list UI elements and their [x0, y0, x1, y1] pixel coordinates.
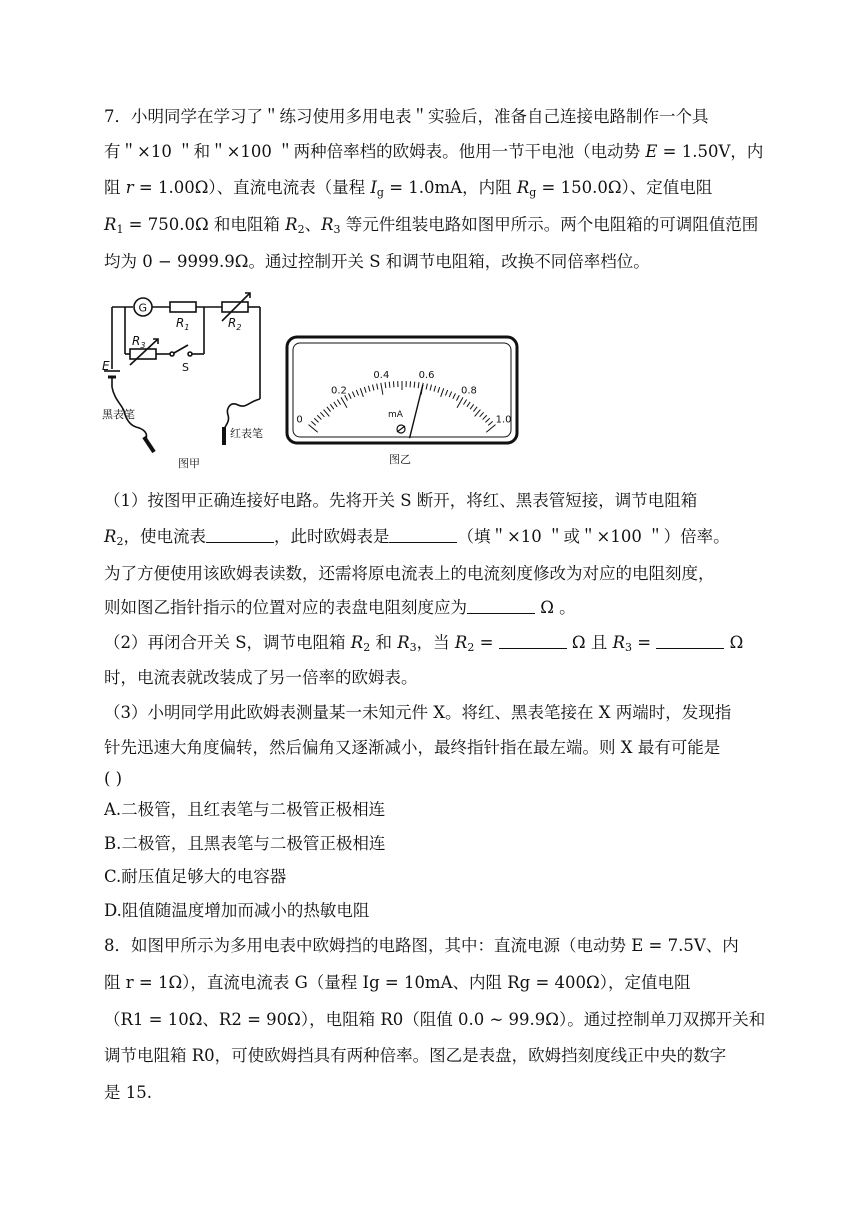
meter-tick — [314, 418, 318, 422]
meter-tick-label: 0.8 — [461, 385, 477, 397]
meter-tick — [441, 388, 444, 396]
figure-meter — [285, 335, 520, 475]
q7-line-5: 均为 0 − 9999.9Ω。通过控制开关 S 和调节电阻箱，改换不同倍率档位。 — [104, 252, 650, 271]
meter-tick — [456, 395, 459, 400]
q7-part1-line-4: 则如图乙指针指示的位置对应的表盘电阻刻度应为 Ω 。 — [104, 598, 576, 617]
meter-tick — [453, 393, 456, 398]
meter-tick — [317, 415, 321, 419]
q7-part3-line-1: （3）小明同学用此欧姆表测量某一未知元件 X。将红、黑表笔接在 X 两端时，发现指 — [104, 703, 732, 722]
q7-part2-line-1: （2）再闭合开关 S，调节电阻箱 $R_2$ 和 $R_3$，当 $R_2 = \Omega$ 且 $R_3 = \Omega$ — [104, 633, 744, 654]
meter-tick — [327, 407, 331, 412]
answer-blank-5[interactable] — [656, 633, 724, 649]
meter-tick — [426, 384, 427, 390]
svg-text:R1: $R_1$ — [176, 316, 190, 332]
meter-tick — [483, 415, 487, 419]
meter-tick — [372, 385, 373, 391]
meter-tick — [470, 404, 474, 409]
black-probe-label: 黑表笔 — [102, 408, 135, 421]
option-a[interactable]: A.二极管，且红表笔与二极管正极相连 — [104, 800, 386, 819]
answer-blank-3[interactable] — [467, 598, 535, 614]
svg-text:R3: $R_3$ — [132, 334, 146, 350]
meter-tick — [467, 402, 470, 407]
q7-part1-line-1: （1）按图甲正确连接好电路。先将开关 S 断开，将红、黑表管短接，调节电阻箱 — [104, 491, 698, 510]
q8-line-2: 阻 r = 1Ω），直流电流表 G（量程 Ig = 10mA、内阻 Rg = 400Ω），定值电阻 — [104, 973, 691, 992]
answer-blank-4[interactable] — [499, 633, 567, 649]
meter-tick-label: 0.4 — [373, 369, 390, 381]
meter-tick-label: 0.6 — [418, 369, 435, 381]
meter-tick — [349, 393, 352, 398]
q8-line-5: 是 15. — [104, 1083, 152, 1102]
meter-needle — [410, 385, 423, 438]
caption-jia: 图甲 — [178, 457, 200, 470]
red-probe-label: 红表笔 — [230, 427, 263, 440]
q8-line-4: 调节电阻箱 R0，可使欧姆挡具有两种倍率。图乙是表盘，欧姆挡刻度线正中央的数字 — [104, 1046, 727, 1065]
meter-tick — [449, 392, 451, 397]
meter-tick — [480, 412, 484, 416]
q8-line-1: 8．如图甲所示为多用电表中欧姆挡的电路图，其中：直流电源（电动势 E = 7.5V、内 — [104, 936, 739, 955]
meter-tick — [385, 382, 386, 388]
meter-tick — [309, 425, 318, 433]
q7-part1-line-3: 为了方便使用该欧姆表读数，还需将原电流表上的电流刻度修改为对应的电阻刻度， — [104, 564, 715, 583]
meter-tick — [320, 412, 324, 416]
meter-tick — [352, 392, 354, 397]
meter-tick — [389, 382, 390, 388]
answer-blank-2[interactable] — [389, 527, 457, 543]
meter-tick — [438, 387, 440, 393]
answer-blank-1[interactable] — [206, 527, 274, 543]
q7-line-4: $R_1 = 750.0\Omega$ 和电阻箱 $R_2$、$R_3$ 等元件组装电路如图甲所示。两个电阻箱的可调阻值范围 — [104, 215, 759, 236]
q7-part3-line-2: 针先迅速大角度偏转，然后偏角又逐渐减小，最终指针指在最左端。则 X 最有可能是 — [104, 738, 721, 757]
meter-tick — [360, 388, 363, 396]
caption-yi: 图乙 — [389, 453, 411, 466]
meter-tick-label: 0.2 — [331, 385, 347, 397]
meter-tick — [473, 407, 477, 412]
q7-line-2: 有＂×10 ＂和＂×100 ＂两种倍率档的欧姆表。他用一节干电池（电动势 E = 1.50V，内 — [104, 142, 764, 161]
meter-tick — [463, 400, 466, 405]
meter-tick — [368, 386, 370, 392]
meter-tick — [445, 390, 447, 396]
galvanometer-label: G — [138, 301, 148, 315]
meter-tick — [414, 382, 415, 388]
q7-line-1: 7．小明同学在学习了＂练习使用多用电表＂实验后，准备自己连接电路制作一个具 — [104, 107, 709, 126]
meter-tick — [324, 410, 330, 417]
option-c[interactable]: C.耐压值足够大的电容器 — [104, 867, 287, 886]
meter-tick — [381, 383, 383, 395]
q7-line-3: 阻 r = 1.00Ω）、直流电流表（量程 $I_g = 1.0mA$，内阻 $R_g = 150.0\Omega$）、定值电阻 — [104, 178, 713, 199]
figure-circuit — [100, 287, 270, 472]
meter-unit: mA — [388, 410, 403, 420]
option-b[interactable]: B.二极管，且黑表笔与二极管正极相连 — [104, 834, 386, 853]
meter-tick — [488, 421, 492, 425]
q7-part1-line-2: $R_2$，使电流表 ，此时欧姆表是 （填＂×10 ＂或＂×100 ＂）倍率。 — [104, 527, 730, 548]
meter-tick — [475, 410, 481, 417]
meter-tick — [356, 390, 358, 396]
battery-label: E — [102, 359, 110, 373]
meter-tick — [364, 387, 366, 393]
option-d[interactable]: D.阻值随温度增加而减小的热敏电阻 — [104, 901, 370, 920]
meter-tick — [377, 384, 378, 390]
meter-tick — [337, 400, 340, 405]
meter-tick — [485, 418, 489, 422]
q7-part3-answer-bracket: ( ) — [104, 769, 123, 788]
meter-tick — [334, 402, 337, 407]
svg-text:R2: $R_2$ — [228, 316, 242, 332]
q7-part2-line-2: 时，电流表就改装成了另一倍率的欧姆表。 — [104, 668, 418, 687]
meter-tick-label: 0 — [296, 414, 303, 426]
meter-tick-label: 1.0 — [495, 414, 512, 426]
meter-tick — [330, 404, 334, 409]
meter-tick — [486, 425, 495, 433]
q8-line-3: （R1 = 10Ω、R2 = 90Ω），电阻箱 R0（阻值 0.0 ~ 99.9Ω）。通过控制单刀双掷开关和 — [104, 1010, 766, 1029]
switch-label: S — [182, 361, 189, 374]
meter-tick — [430, 385, 431, 391]
meter-tick — [434, 386, 436, 392]
meter-tick — [311, 421, 315, 425]
meter-tick — [418, 382, 419, 388]
